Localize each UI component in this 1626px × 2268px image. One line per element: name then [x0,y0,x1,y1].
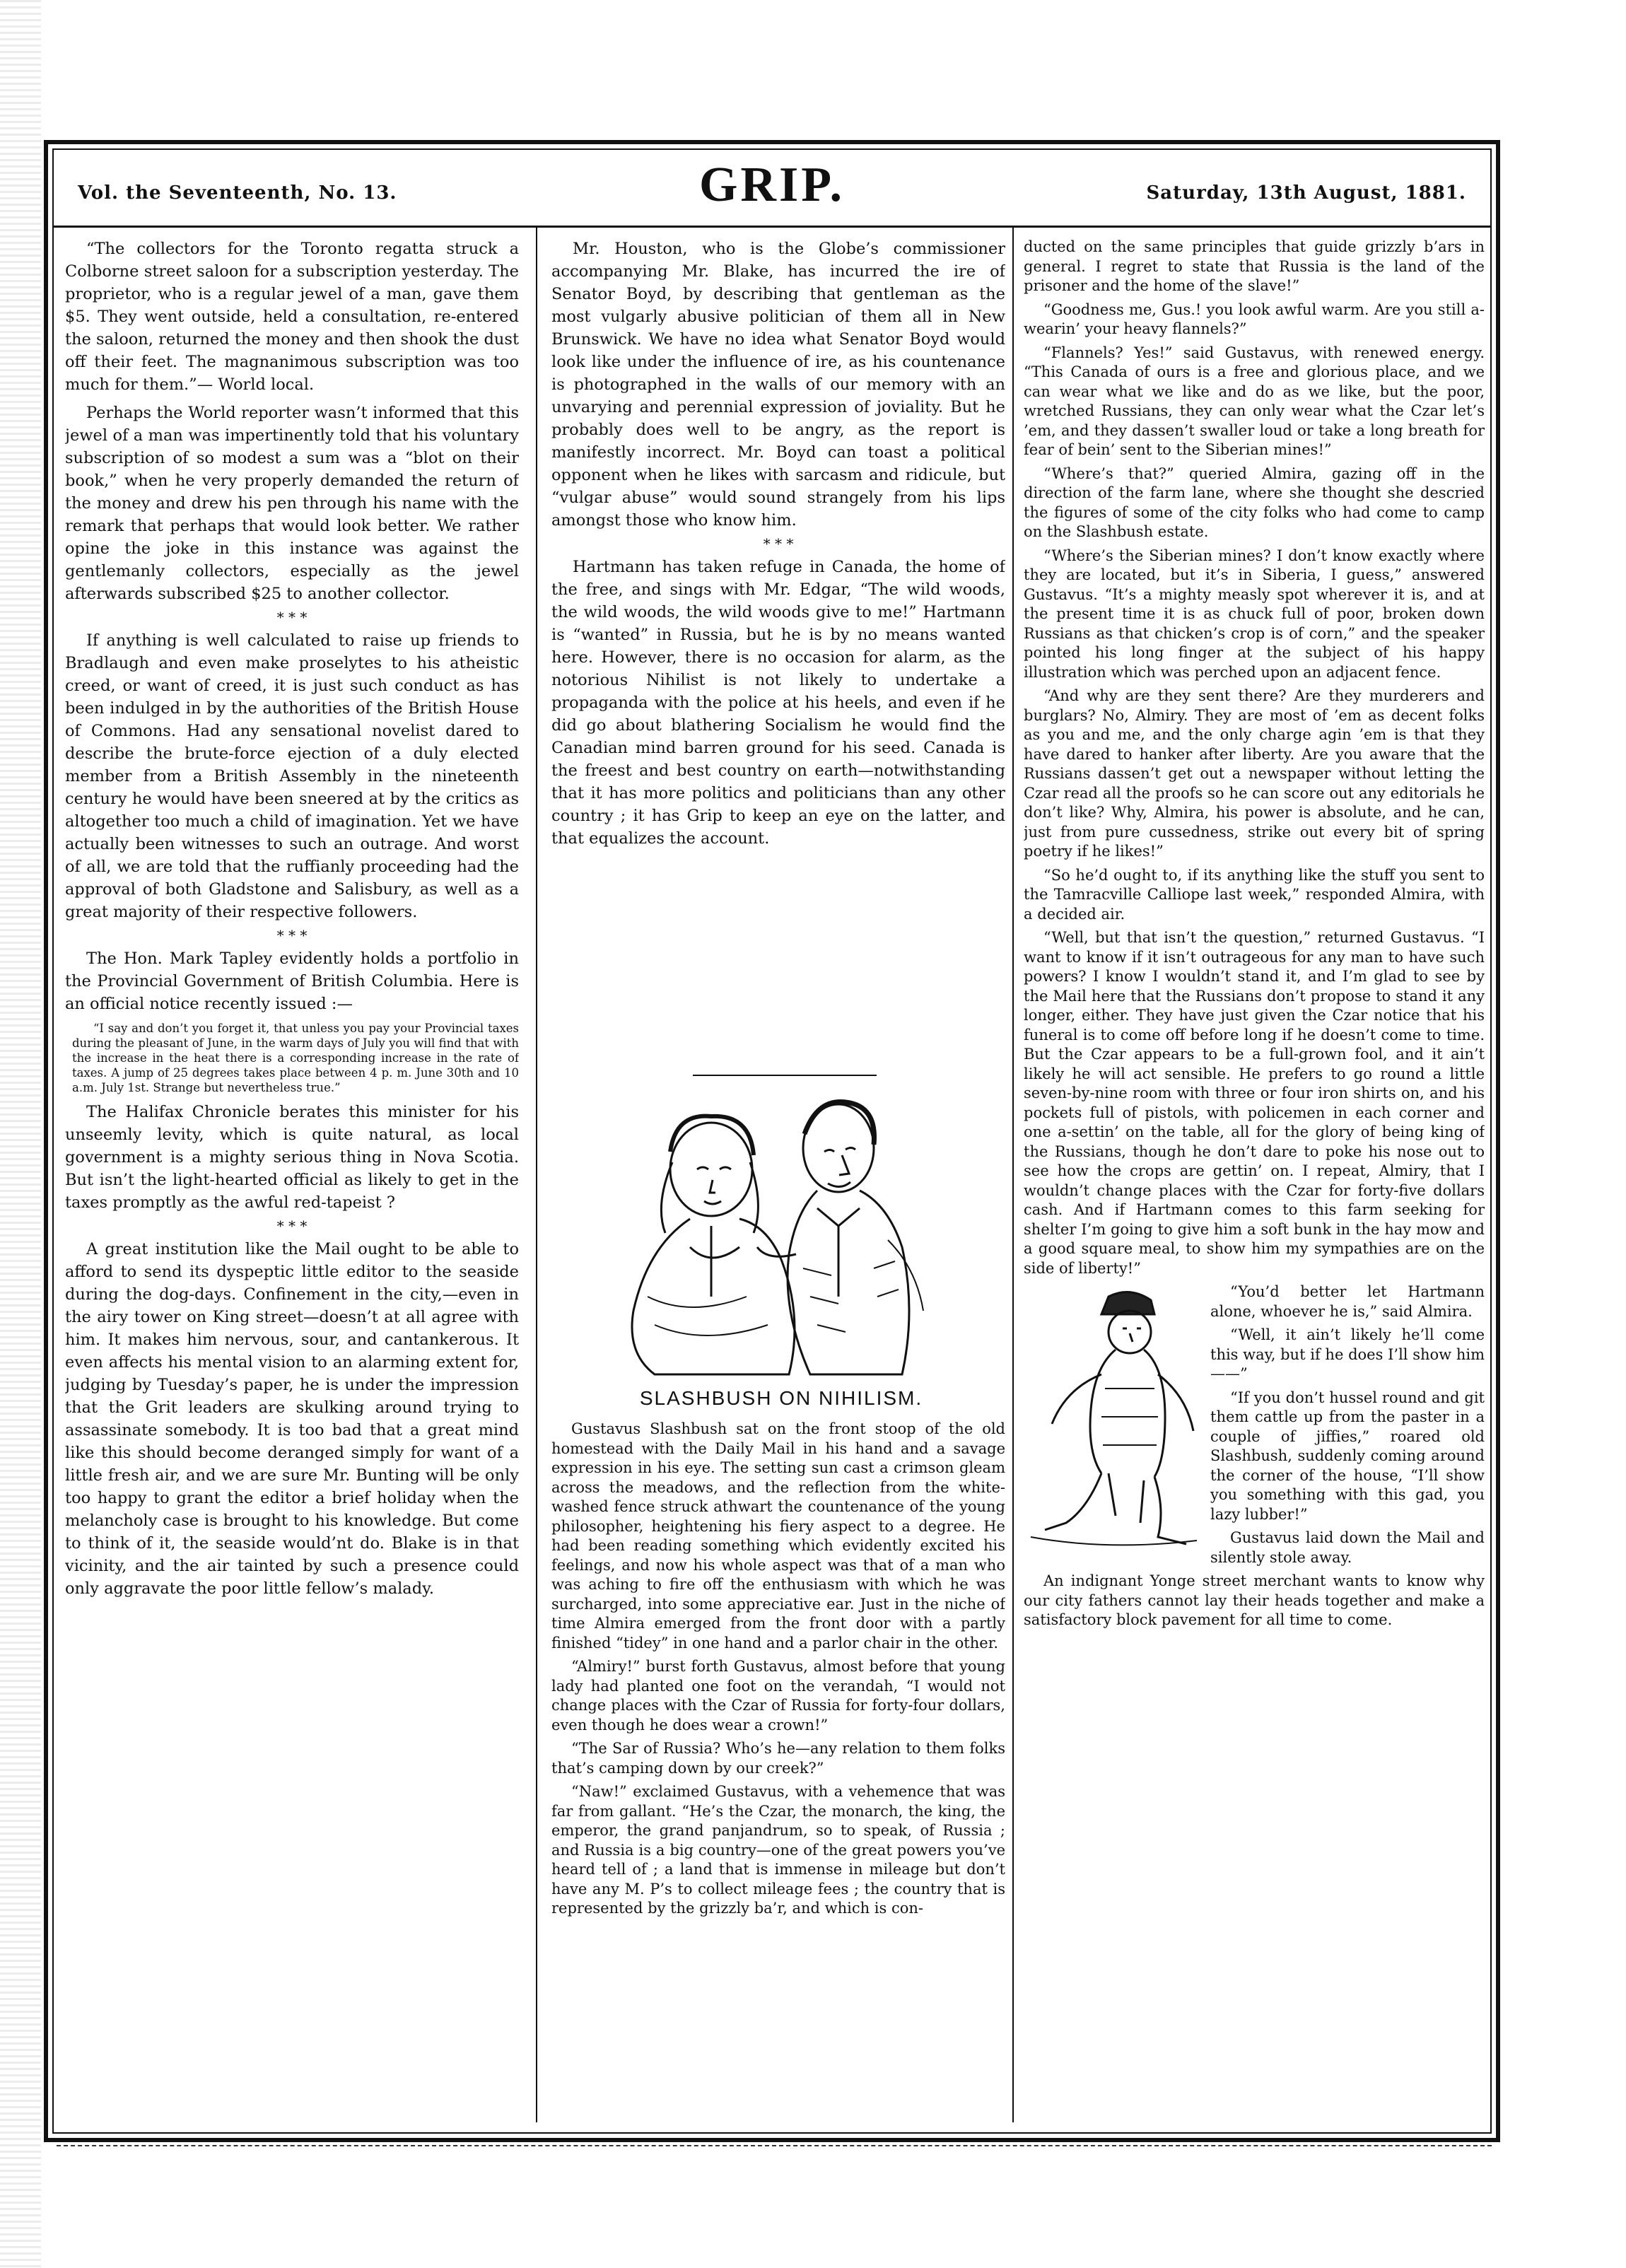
paragraph: A great institution like the Mail ought to be able to afford to send its dyspeptic little editor to the seaside during the dog-days. Confinement in the city,—even in the airy tower on King street—doesn’t at all agree with him. It makes him nervous, sour, and cantankerous. It even affects his mental vision to an alarming extent for, judging by Tuesday’s paper, he is under the impression that the Grit leaders are skulking around trying to assassinate somebody. It is too bad that a great mind like this should become deranged simply for want of a little fresh air, and we are sure Mr. Bunting will be only too happy to grant the editor a brief holiday when the melancholy case is brought to his knowledge. But come to think of it, the seaside would’nt do. Blake is in that vicinity, and the air tainted by such a presence could only aggravate the poor little fellow’s malady. [65,1240,519,1598]
paragraph: The Halifax Chronicle berates this minister for his unseemly levity, which is quite natural, as local government is a mighty serious thing in Nova Scotia. But isn’t the light-hearted official as likely to get in the taxes promptly as the awful red-tapeist ? [65,1103,519,1212]
column-divider [1012,228,1014,2122]
couple-illustration [605,1085,952,1381]
paragraph: ducted on the same principles that guide grizzly b’ars in general. I regret to state that Russia is the land of the prisoner and the home of the slave!” [1024,238,1485,294]
paragraph: “Almiry!” burst forth Gustavus, almost before that young lady had planted one foot on the verandah, “I would not change places with the Czar of Russia for forty-four dollars, even though he does wear a crown!” [551,1658,1005,1734]
paragraph: “Where’s that?” queried Almira, gazing off in the direction of the farm lane, where she thought she descried the figures of some of the city folks who had come to camp on the Slashbush estate. [1024,464,1485,540]
paragraph: Hartmann has taken refuge in Canada, the home of the free, and sings with Mr. Edgar, “The wild woods, the wild woods, the wild woods give to me!” Hartmann is “wanted” in Russia, but he is by no means wanted here. However, there is no occasion for alarm, as the notorious Nihilist is not likely to undertake a propaganda with the police at his heels, and even if he did go about blathering Socialism he would find the Canadian mind barren ground for his seed. Canada is the freest and best country on earth—notwithstanding that it has more politics and politicians than any other country ; it has Grip to keep an eye on the latter, and that equalizes the account. [551,558,1005,848]
paragraph: “The collectors for the Toronto regatta struck a Colborne street saloon for a subscription yesterday. The proprietor, who is a regular jewel of a man, gave them $5. They went outside, held a consultation, re-entered the saloon, returned the money and then shook the dust off their feet. The magnanimous subscription was too much for them.”— World local. [65,240,519,394]
paragraph: “Well, but that isn’t the question,” returned Gustavus. “I want to know if it isn’t outrageous for any man to have such powers? I know I wouldn’t stand it, and I’m glad to see by the Mail here that the Russians don’t propose to stand it any longer, either. They have just given the Czar notice that his funeral is to come off before long if he doesn’t come to time. But the Czar appears to be a full-grown fool, and it ain’t likely he will act sensible. He prefers to go round a little seven-by-nine room with three or four iron shirts on, and his pockets full of pistols, with policemen in each corner and one a-settin’ on the table, all for the glory of being king of the Russians, though he don’t dare to poke his nose out to see how the crops are gettin’ on. I repeat, Almiry, that I wouldn’t change places with the Czar for forty-five dollars cash. And if Hartmann comes to this farm seeking for shelter I’m going to give him a soft bunk in the hay mow and a good square meal, to show him my sympathies are on the side of liberty!” [1024,929,1485,1277]
paragraph: “The Sar of Russia? Who’s he—any relation to them folks that’s camping down by our creek?” [551,1740,1005,1777]
paragraph: Gustavus Slashbush sat on the front stoop of the old homestead with the Daily Mail in his hand and a savage expression in his eye. The setting sun cast a crimson gleam across the meadows, and the reflection from the white-washed fence struck athwart the countenance of the young philosopher, heightening his fiery aspect to a degree. He had been reading something which evidently excited his feelings, and now his whole aspect was that of a man who was aching to fire off the enthusiasm with which he was surcharged, into some appreciative ear. Just in the niche of time Almira emerged from the front door with a partly finished “tidey” in one hand and a parlor chair in the other. [551,1420,1005,1652]
paragraph: “And why are they sent there? Are they murderers and burglars? No, Almiry. They are most of ’em as decent folks as you and me, and the only charge agin ’em is that they have dared to hanker after liberty. Are you aware that the Russians dassen’t get out a newspaper without letting the Czar read all the proofs so he can score out any editorials he don’t like? Why, Almira, his power is absolute, and he can, just from pure cussedness, strike out every bit of spring poetry if he likes!” [1024,687,1485,860]
section-separator: * * * [763,535,794,552]
paragraph: “Well, it ain’t likely he’ll come this way, but if he does I’ll show him——” [1210,1326,1485,1382]
paragraph: The Hon. Mark Tapley evidently holds a portfolio in the Provincial Government of British Columbia. Here is an official notice recently issued :— [65,949,519,1013]
paragraph: Perhaps the World reporter wasn’t informed that this jewel of a man was impertinently told that his voluntary subscription of so modest a sum was a “blot on their book,” when he very properly demanded the return of the money and drew his pen through his name with the remark that perhaps that would look better. We rather opine the joke in this instance was against the gentlemanly collectors, especially as the jewel afterwards subscribed $25 to another collector. [65,404,519,603]
paragraph: Mr. Houston, who is the Globe’s commissioner accompanying Mr. Blake, has incurred the ire of Senator Boyd, by describing that gentleman as the most vulgarly abusive politician of them all in New Brunswick. We have no idea what Senator Boyd would look like under the influence of ire, as his countenance is photographed in the walls of our memory with an unvarying and perennial expression of joviality. But he probably does well to be angry, as the report is manifestly incorrect. Mr. Boyd can toast a political opponent when he likes with sarcasm and ridicule, but “vulgar abuse” would sound strangely from his lips amongst those who know him. [551,240,1005,530]
page-edge [0,0,41,2268]
publication-title: GRIP. [698,158,846,212]
paragraph: “Flannels? Yes!” said Gustavus, with renewed energy. “This Canada of ours is a free and glorious place, and we can wear what we like and do as we like, but the poor, wretched Russians, they can only wear what the Czar let’s ’em, and they dassen’t swaller loud or take a long breath for fear of bein’ sent to the Siberian mines!” [1024,344,1485,458]
farmer-illustration [1024,1282,1200,1551]
footer-rule [57,2145,1492,2146]
column-1 [65,238,519,2047]
column-3 [1024,238,1485,2090]
paragraph: An indignant Yonge street merchant wants to know why our city fathers cannot lay their heads together and make a satisfactory block pavement for all time to come. [1024,1572,1485,1628]
illustration-caption: SLASHBUSH ON NIHILISM. [639,1387,923,1409]
section-separator: * * * [276,1217,308,1234]
paragraph: “Where’s the Siberian mines? I don’t know exactly where they are located, but it’s in Siberia, I guess,” answered Gustavus. “It’s a mighty measly spot wherever it is, and at the present time it is as chuck full of poor, broken down Russians as that chicken’s crop is of corn,” and the speaker pointed his long finger at the subject of his happy illustration which was perched upon an adjacent fence. [1024,546,1485,681]
paragraph: “Naw!” exclaimed Gustavus, with a vehemence that was far from gallant. “He’s the Czar, the monarch, the king, the emperor, the grand panjandrum, so to speak, of Russia ; and Russia is a big country—one of the great powers you’ve heard tell of ; a land that is immense in mileage but don’t have any M. P’s to collect mileage fees ; the country that is represented by the grizzly ba’r, and which is con- [551,1783,1005,1917]
article-rule [693,1075,877,1076]
issue-date: Saturday, 13th August, 1881. [1146,182,1466,204]
volume-number: Vol. the Seventeenth, No. 13. [78,182,397,204]
paragraph: Gustavus laid down the Mail and silently stole away. [1210,1529,1485,1566]
column-2 [551,238,1005,1044]
masthead [52,148,1492,228]
paragraph: “Goodness me, Gus.! you look awful warm. Are you still a-wearin’ your heavy flannels?” [1024,300,1485,337]
paragraph: “So he’d ought to, if its anything like the stuff you sent to the Tamracville Calliope last week,” responded Almira, with a decided air. [1024,866,1485,923]
section-separator: * * * [276,609,308,626]
paragraph: If anything is well calculated to raise up friends to Bradlaugh and even make proselytes to his atheistic creed, or want of creed, it is just such conduct as has been indulged in by the authorities of the British House of Commons. Had any sensational novelist dared to describe the brute-force ejection of a duly elected member from a British Assembly in the nineteenth century he would have been sneered at by the critics as altogether too much a child of imagination. Yet we have actually been witnesses to such an outrage. And worst of all, we are told that the ruffianly proceeding had the approval of both Gladstone and Salisbury, as well as a great majority of their respective followers. [65,631,519,921]
official-notice: “I say and don’t you forget it, that unless you pay your Provincial taxes during the pleasant of June, in the warm days of July you will find that with the increase in the heat there is a corresponding increase in the rate of taxes. A jump of 25 degrees takes place between 4 p. m. June 30th and 10 a.m. July 1st. Strange but nevertheless true.” [72,1022,519,1094]
paragraph: “You’d better let Hartmann alone, whoever he is,” said Almira. [1210,1283,1485,1320]
paragraph: “If you don’t hussel round and git them cattle up from the paster in a couple of jiffies,” roared old Slashbush, suddenly coming around the corner of the house, “I’ll show you something with this gad, you lazy lubber!” [1210,1389,1485,1523]
section-separator: * * * [276,927,308,944]
slashbush-story [551,1420,1005,2127]
column-divider [536,228,537,2122]
